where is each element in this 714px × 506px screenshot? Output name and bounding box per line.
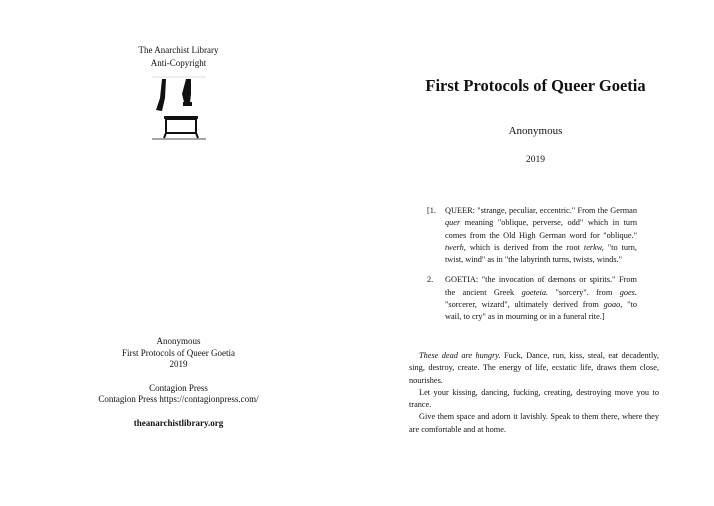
colophon-source: Contagion Press https://contagionpress.com/ — [98, 394, 259, 404]
document-year: 2019 — [526, 155, 545, 165]
colophon-gap — [0, 406, 357, 418]
colophon-gap — [0, 371, 357, 383]
definition-number: [1. — [427, 206, 436, 215]
colophon — [0, 336, 357, 429]
colophon-year: 2019 — [169, 359, 188, 369]
document-author: Anonymous — [508, 125, 563, 137]
library-title: The Anarchist Library — [138, 45, 219, 55]
paragraph: Give them space and adorn it lavishly. Speak to them there, where they are comfortable and at home. — [409, 412, 659, 434]
colophon-title: First Protocols of Queer Goetia — [122, 347, 235, 358]
anarchist-library-logo — [146, 76, 212, 140]
definition-text: GOETIA: "the invocation of dæmons or spirits." From the ancient Greek goeteia. "sorcery". from goes. "sorcerer, wizard", ultimately derived from goao, "to wail, to cry" as in mourning or in a funeral rite.] — [445, 275, 637, 322]
definition-number: 2. — [427, 275, 434, 285]
library-subtitle: Anti-Copyright — [150, 58, 207, 68]
colophon-author: Anonymous — [156, 336, 201, 346]
paragraph: Let your kissing, dancing, fucking, creating, destroying move you to trance. — [409, 387, 659, 410]
colophon-publisher: Contagion Press — [149, 382, 208, 393]
definition-queer — [427, 205, 637, 266]
definition-goetia — [427, 274, 637, 323]
definition-text: QUEER: "strange, peculiar, eccentric." From the German quer meaning "oblique, perverse, odd" which in turn comes from the Old High German word for "oblique." twerh, which is derived from the root terkw, "to turn, twist, wind" as in "the labyrinth turns, twists, winds." — [445, 206, 637, 265]
colophon-site: theanarchistlibrary.org — [133, 417, 224, 428]
definitions-list — [427, 205, 637, 324]
body-text — [409, 350, 659, 436]
paragraph: These dead are hungry. Fuck, Dance, run, kiss, steal, eat decadently, sing, destroy, create. The energy of life, ecstatic life, draws them close, nourishes. — [409, 351, 659, 385]
document-title: First Protocols of Queer Goetia — [425, 76, 646, 95]
